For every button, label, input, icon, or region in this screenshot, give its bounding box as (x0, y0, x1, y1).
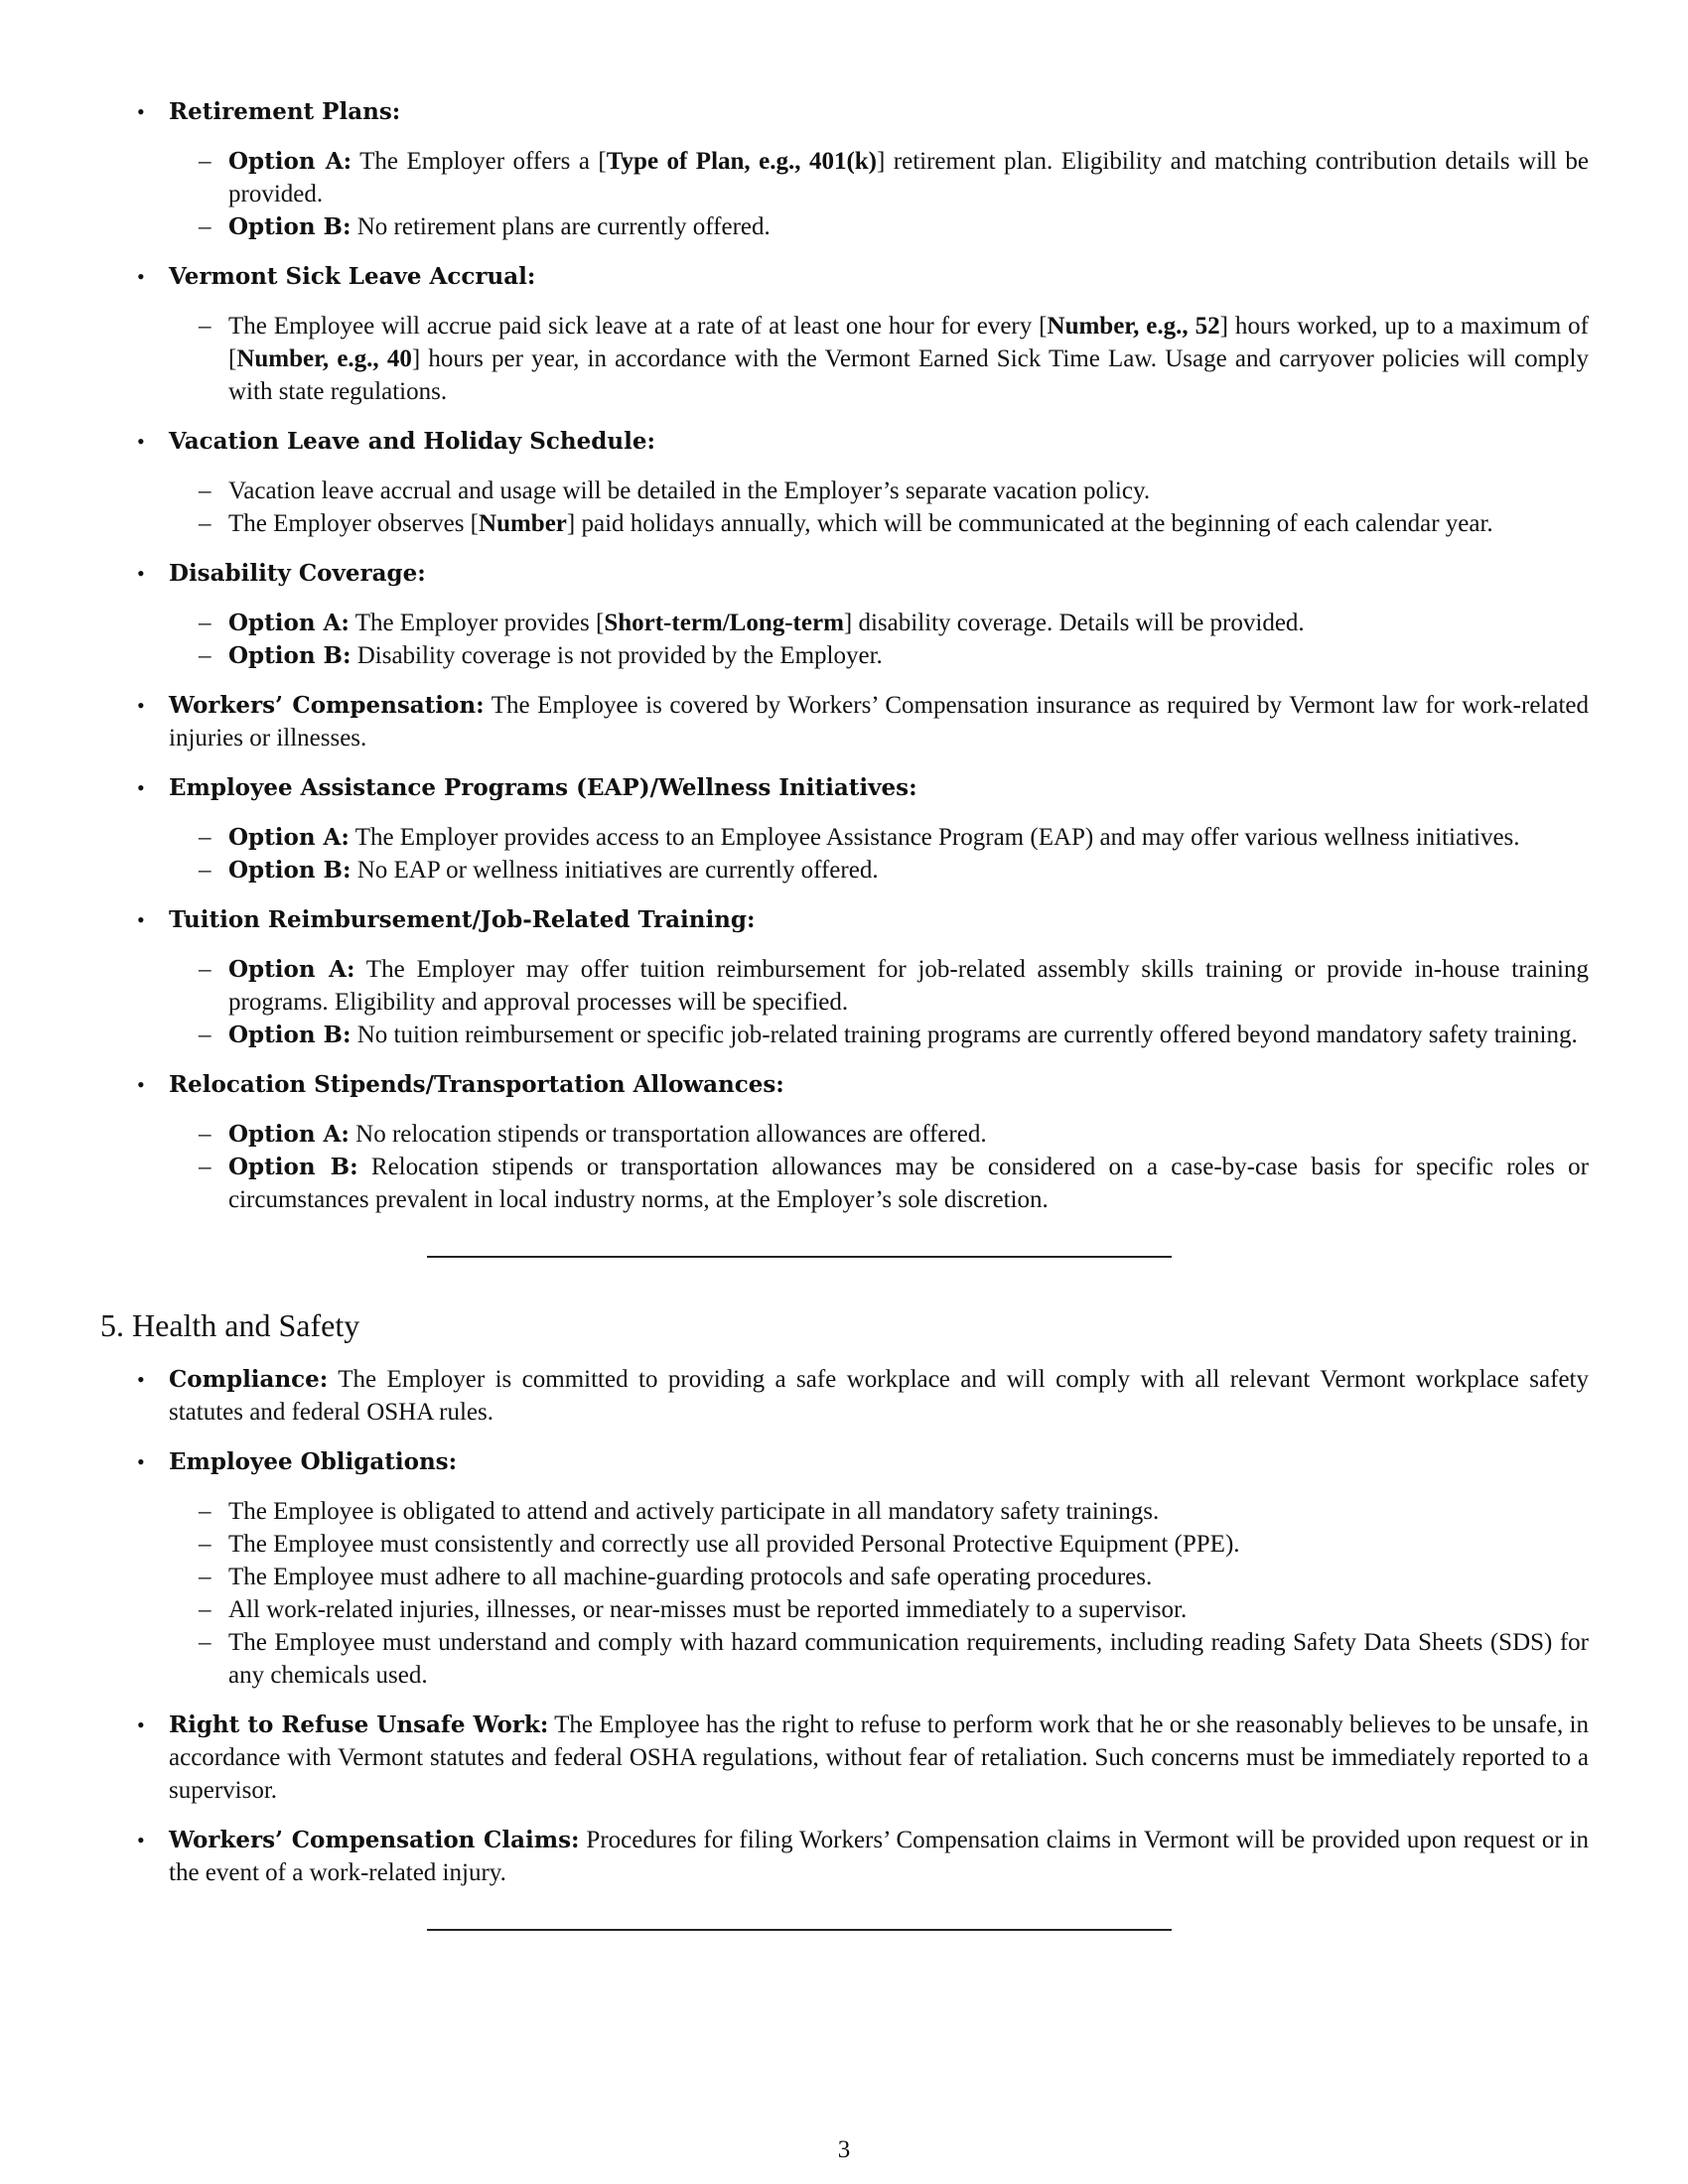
sub-list (169, 475, 1589, 540)
sub-list-item (169, 1528, 1589, 1561)
dash-icon: – (199, 213, 211, 240)
dash-icon: – (199, 1121, 211, 1148)
bullet-icon: • (137, 99, 145, 124)
item-body (169, 774, 917, 801)
sub-list-item (169, 1626, 1589, 1692)
item-text: ] hours worked, up to a maximum of [ (228, 313, 1589, 372)
item-heading: Vacation Leave and Holiday Schedule: (169, 428, 655, 455)
dash-icon: – (199, 510, 211, 537)
sub-list-item (169, 639, 1589, 672)
dash-icon: – (199, 1154, 211, 1180)
sub-list-item (169, 1495, 1589, 1528)
bullet-icon: • (137, 907, 145, 932)
item-body (169, 1711, 1589, 1804)
item-text: The Employee will accrue paid sick leave at a rate of at least one hour for every [ (228, 313, 1048, 340)
item-body (169, 263, 535, 290)
bullet-icon: • (137, 264, 145, 289)
option-label: Option A: (228, 148, 352, 175)
item-text: ] hours per year, in accordance with the Vermont Earned Sick Time Law. Usage and carryover policies will comply with state regulations. (228, 345, 1590, 405)
page-number: 3 (837, 2136, 851, 2163)
list-item (134, 1445, 1589, 1692)
item-heading: Workers’ Compensation Claims: (169, 1827, 580, 1853)
list-item (134, 689, 1589, 754)
sub-list (169, 953, 1589, 1051)
item-heading: Compliance: (169, 1366, 329, 1393)
item-heading: Relocation Stipends/Transportation Allowances: (169, 1071, 784, 1098)
bullet-icon: • (137, 1828, 145, 1852)
sub-list-item (169, 475, 1589, 507)
page-content (100, 95, 1590, 1931)
item-heading: Workers’ Compensation: (169, 692, 485, 719)
sub-list (169, 310, 1589, 408)
item-text: ] retirement plan. Eligibility and matching contribution details will be provided. (228, 148, 1589, 207)
item-body (169, 1071, 784, 1098)
list-item (134, 1708, 1589, 1807)
section-title: Health and Safety (132, 1307, 360, 1343)
section-divider (427, 1929, 1172, 1931)
sub-list-item (169, 1561, 1589, 1593)
bullet-icon: • (137, 693, 145, 718)
item-text: The Employer offers a [ (352, 148, 607, 175)
sub-list-item (169, 310, 1589, 408)
item-body (169, 1366, 1589, 1426)
sub-list (169, 1495, 1589, 1692)
item-body (169, 98, 400, 125)
sub-list (169, 607, 1589, 672)
dash-icon: – (199, 1564, 211, 1590)
dash-icon: – (199, 148, 211, 175)
bullet-icon: • (137, 1712, 145, 1737)
sub-list-item (169, 1593, 1589, 1626)
sub-list-item (169, 854, 1589, 887)
dash-icon: – (199, 1022, 211, 1048)
sub-list (169, 821, 1589, 887)
sub-list-item (169, 1118, 1589, 1151)
dash-icon: – (199, 857, 211, 884)
item-text: ] paid holidays annually, which will be communicated at the beginning of each calendar year. (566, 510, 1493, 537)
list-item (134, 260, 1589, 408)
sub-list-item (169, 821, 1589, 854)
bullet-icon: • (137, 1072, 145, 1097)
placeholder-text: Short-term/Long-term (604, 610, 844, 636)
dash-icon: – (199, 1498, 211, 1525)
item-text: Procedures for filing Workers’ Compensation claims in Vermont will be provided upon request or in the event of a work-related injury. (169, 1827, 1589, 1886)
dash-icon: – (199, 313, 211, 340)
list-item (134, 557, 1589, 672)
item-text: The Employee must understand and comply with hazard communication requirements, including reading Safety Data Sheets (SDS) for any chemicals used. (228, 1629, 1589, 1689)
item-text: The Employer provides [ (349, 610, 605, 636)
item-text: The Employee must adhere to all machine-guarding protocols and safe operating procedures. (228, 1564, 1153, 1590)
item-text: The Employee has the right to refuse to perform work that he or she reasonably believes to be unsafe, in accordance with Vermont statutes and federal OSHA regulations, without fear of retaliation. Such concerns must be immediately reported to a supervisor. (169, 1711, 1589, 1804)
item-text: The Employer provides access to an Employee Assistance Program (EAP) and may offer various wellness initiatives. (349, 824, 1520, 851)
list-item (134, 95, 1589, 243)
item-body (169, 1827, 1589, 1886)
option-label: Option A: (228, 1121, 350, 1148)
bullet-icon: • (137, 775, 145, 800)
dash-icon: – (199, 956, 211, 983)
item-body (169, 560, 426, 587)
item-heading: Employee Assistance Programs (EAP)/Wellness Initiatives: (169, 774, 917, 801)
list-item (134, 1068, 1589, 1216)
list-item (134, 425, 1589, 540)
list-item (134, 771, 1589, 887)
placeholder-text: Number, e.g., 52 (1047, 313, 1220, 340)
item-text: ] disability coverage. Details will be provided. (843, 610, 1305, 636)
section-divider (427, 1256, 1172, 1258)
item-body (169, 906, 755, 933)
item-text: No tuition reimbursement or specific job-related training programs are currently offered beyond mandatory safety training. (351, 1022, 1578, 1048)
section-heading (100, 1305, 1589, 1345)
item-heading: Tuition Reimbursement/Job-Related Training: (169, 906, 756, 933)
option-label: Option B: (228, 213, 352, 240)
item-text: The Employer observes [ (228, 510, 480, 537)
item-text: Vacation leave accrual and usage will be detailed in the Employer’s separate vacation policy. (228, 478, 1151, 504)
item-text: The Employer may offer tuition reimbursement for job-related assembly skills training or provide in-house training programs. Eligibility and approval processes will be specified. (228, 956, 1590, 1016)
dash-icon: – (199, 610, 211, 636)
placeholder-text: Type of Plan, e.g., 401(k) (606, 148, 877, 175)
list-item (134, 903, 1589, 1051)
sub-list-item (169, 507, 1589, 540)
item-text: No EAP or wellness initiatives are currently offered. (351, 857, 879, 884)
option-label: Option A: (228, 610, 350, 636)
bullet-icon: • (137, 561, 145, 586)
option-label: Option B: (228, 1022, 352, 1048)
item-text: The Employee is covered by Workers’ Compensation insurance as required by Vermont law for work-related injuries or illnesses. (169, 692, 1589, 751)
dash-icon: – (199, 1531, 211, 1558)
section-number: 5. (100, 1307, 124, 1343)
item-text: The Employee is obligated to attend and actively participate in all mandatory safety trainings. (228, 1498, 1160, 1525)
option-label: Option B: (228, 642, 352, 669)
health-safety-list (134, 1363, 1589, 1889)
bullet-icon: • (137, 1367, 145, 1392)
bullet-icon: • (137, 1449, 145, 1474)
list-item (134, 1363, 1589, 1429)
option-label: Option B: (228, 857, 352, 884)
sub-list-item (169, 145, 1589, 210)
item-text: No relocation stipends or transportation allowances are offered. (349, 1121, 987, 1148)
item-body (169, 428, 655, 455)
placeholder-text: Number, e.g., 40 (236, 345, 412, 372)
option-label: Option A: (228, 824, 350, 851)
dash-icon: – (199, 478, 211, 504)
bullet-icon: • (137, 429, 145, 454)
item-text: No retirement plans are currently offered. (351, 213, 771, 240)
dash-icon: – (199, 824, 211, 851)
item-text: Relocation stipends or transportation allowances may be considered on a case-by-case basis for specific roles or circumstances prevalent in local industry norms, at the Employer’s sole discretion. (228, 1154, 1589, 1213)
option-label: Option B: (228, 1154, 358, 1180)
sub-list-item (169, 210, 1589, 243)
item-heading: Right to Refuse Unsafe Work: (169, 1711, 549, 1738)
item-text: All work-related injuries, illnesses, or near-misses must be reported immediately to a supervisor. (228, 1596, 1188, 1623)
item-text: The Employee must consistently and correctly use all provided Personal Protective Equipment (PPE). (228, 1531, 1240, 1558)
placeholder-text: Number (479, 510, 567, 537)
sub-list-item (169, 1151, 1589, 1216)
option-label: Option A: (228, 956, 355, 983)
dash-icon: – (199, 1629, 211, 1656)
item-heading: Employee Obligations: (169, 1448, 458, 1475)
item-heading: Vermont Sick Leave Accrual: (169, 263, 536, 290)
sub-list-item (169, 953, 1589, 1019)
sub-list (169, 1118, 1589, 1216)
sub-list (169, 145, 1589, 243)
item-text: Disability coverage is not provided by the Employer. (351, 642, 883, 669)
sub-list-item (169, 607, 1589, 639)
sub-list-item (169, 1019, 1589, 1051)
item-text: The Employer is committed to providing a safe workplace and will comply with all relevant Vermont workplace safety statutes and federal OSHA rules. (169, 1366, 1589, 1426)
item-body (169, 692, 1589, 751)
item-heading: Disability Coverage: (169, 560, 426, 587)
benefits-list (134, 95, 1589, 1216)
item-body (169, 1448, 457, 1475)
dash-icon: – (199, 642, 211, 669)
item-heading: Retirement Plans: (169, 98, 401, 125)
list-item (134, 1824, 1589, 1889)
dash-icon: – (199, 1596, 211, 1623)
